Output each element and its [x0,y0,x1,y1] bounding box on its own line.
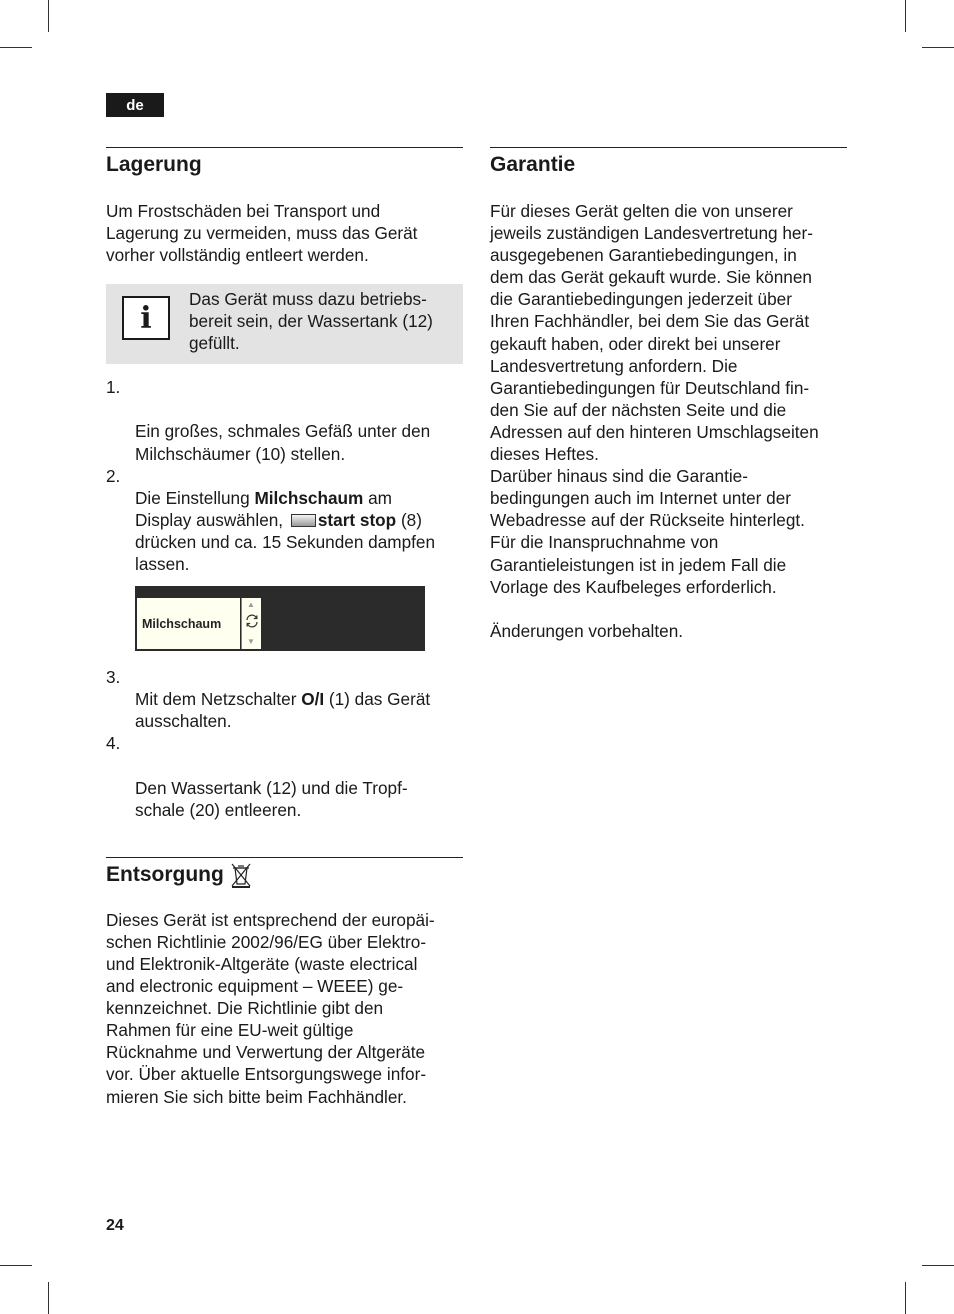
entsorgung-text: Dieses Gerät ist entsprechend der europäi- schen Richtlinie 2002/96/EG über Elektro- und Elektronik-Altgeräte (waste electrical and electronic equipment – WEEE) ge- kennzeichnet. Die Richtlinie gibt den Rahmen für eine EU-weit gültige Rücknahme und Verwertung der Altgeräte vor. Über aktuelle Entsorgungswege infor- mieren Sie sich bitte beim Fachhändler. [106,909,435,1107]
arrow-up-icon: ▲ [247,600,255,610]
display-scrollbar [241,598,261,649]
setting-name: Milchschaum [254,487,364,508]
info-icon: i [122,296,170,340]
crop-mark [905,1282,906,1314]
crop-mark [905,0,906,32]
step-text: Ein großes, schmales Gefäß unter den Milchschäumer (10) stellen. [135,421,431,464]
step-list [106,376,463,575]
info-note [106,284,463,364]
step-text: (1) das Gerät ausschalten. [135,689,431,732]
list-item [106,376,463,464]
crop-mark [922,47,954,48]
cycle-icon [244,613,260,629]
section-rule [106,147,463,148]
section-entsorgung [106,857,463,1108]
step-number: 2. [106,465,121,486]
section-garantie [490,147,847,642]
display-illustration [135,586,425,651]
section-lagerung [106,147,463,821]
step-number: 1. [106,377,121,398]
section-rule [490,147,847,148]
garantie-footer: Änderungen vorbehalten. [490,620,684,641]
step-text: am Display auswählen, [135,487,392,530]
step-number: 3. [106,667,121,688]
display-screen: Milchschaum [137,598,240,649]
garantie-text: Für dieses Gerät gelten die von unserer jeweils zuständigen Landesvertretung her- ausgegebenen Garantiebedingungen, in dem das Gerät gekauft wurde. Sie können die Garantiebedingungen jederzeit über Ihren Fachhändler, bei dem Sie das Gerät gekauft haben, oder direkt bei unserer Landesvertretung anfordern. Die Garantiebedingungen für Deutschland fin- den Sie auf der nächsten Seite und die Adressen auf den hinteren Umschlagseiten dieses Heftes. Darüber hinaus sind die Garantie- bedingungen auch im Internet unter der Webadresse auf der Rückseite hinterlegt. Für die Inanspruchnahme von Garantieleistungen ist in jedem Fall die Vorlage des Kaufbeleges erforderlich. [490,201,819,597]
lagerung-intro: Um Frostschäden bei Transport und Lagerung zu vermeiden, muss das Gerät vorher vollständig entleert werden. [106,201,418,266]
list-item [106,666,463,732]
page-number: 24 [106,1217,124,1234]
info-note-text: Das Gerät muss dazu betriebs- bereit sein, der Wassertank (12) gefüllt. [189,289,433,354]
step-number: 4. [106,733,121,754]
section-title [106,862,463,888]
language-tab: de [106,93,164,117]
step-text: Den Wassertank (12) und die Tropf- schale (20) entleeren. [135,777,408,820]
crop-mark [0,47,32,48]
section-title: Lagerung [106,153,202,176]
crop-mark [0,1265,32,1266]
arrow-down-icon: ▼ [247,637,255,647]
button-name: start stop [317,509,397,530]
list-item [106,465,463,575]
right-column [490,147,847,642]
list-item [106,732,463,820]
step-text: (8) drücken und ca. 15 Sekunden dampfen lassen. [135,509,436,575]
step-text: Mit dem Netzschalter [135,689,302,710]
crop-mark [48,1282,49,1314]
section-title-text: Entsorgung [106,862,224,886]
step-list [106,666,463,821]
section-title: Garantie [490,153,576,176]
crop-mark [48,0,49,32]
crop-mark [922,1265,954,1266]
switch-name: O/I [301,689,325,710]
left-column [106,147,463,1108]
section-rule [106,857,463,858]
crossed-bin-icon [230,862,252,888]
start-stop-button-icon [291,514,316,527]
step-text: Die Einstellung [135,487,255,508]
